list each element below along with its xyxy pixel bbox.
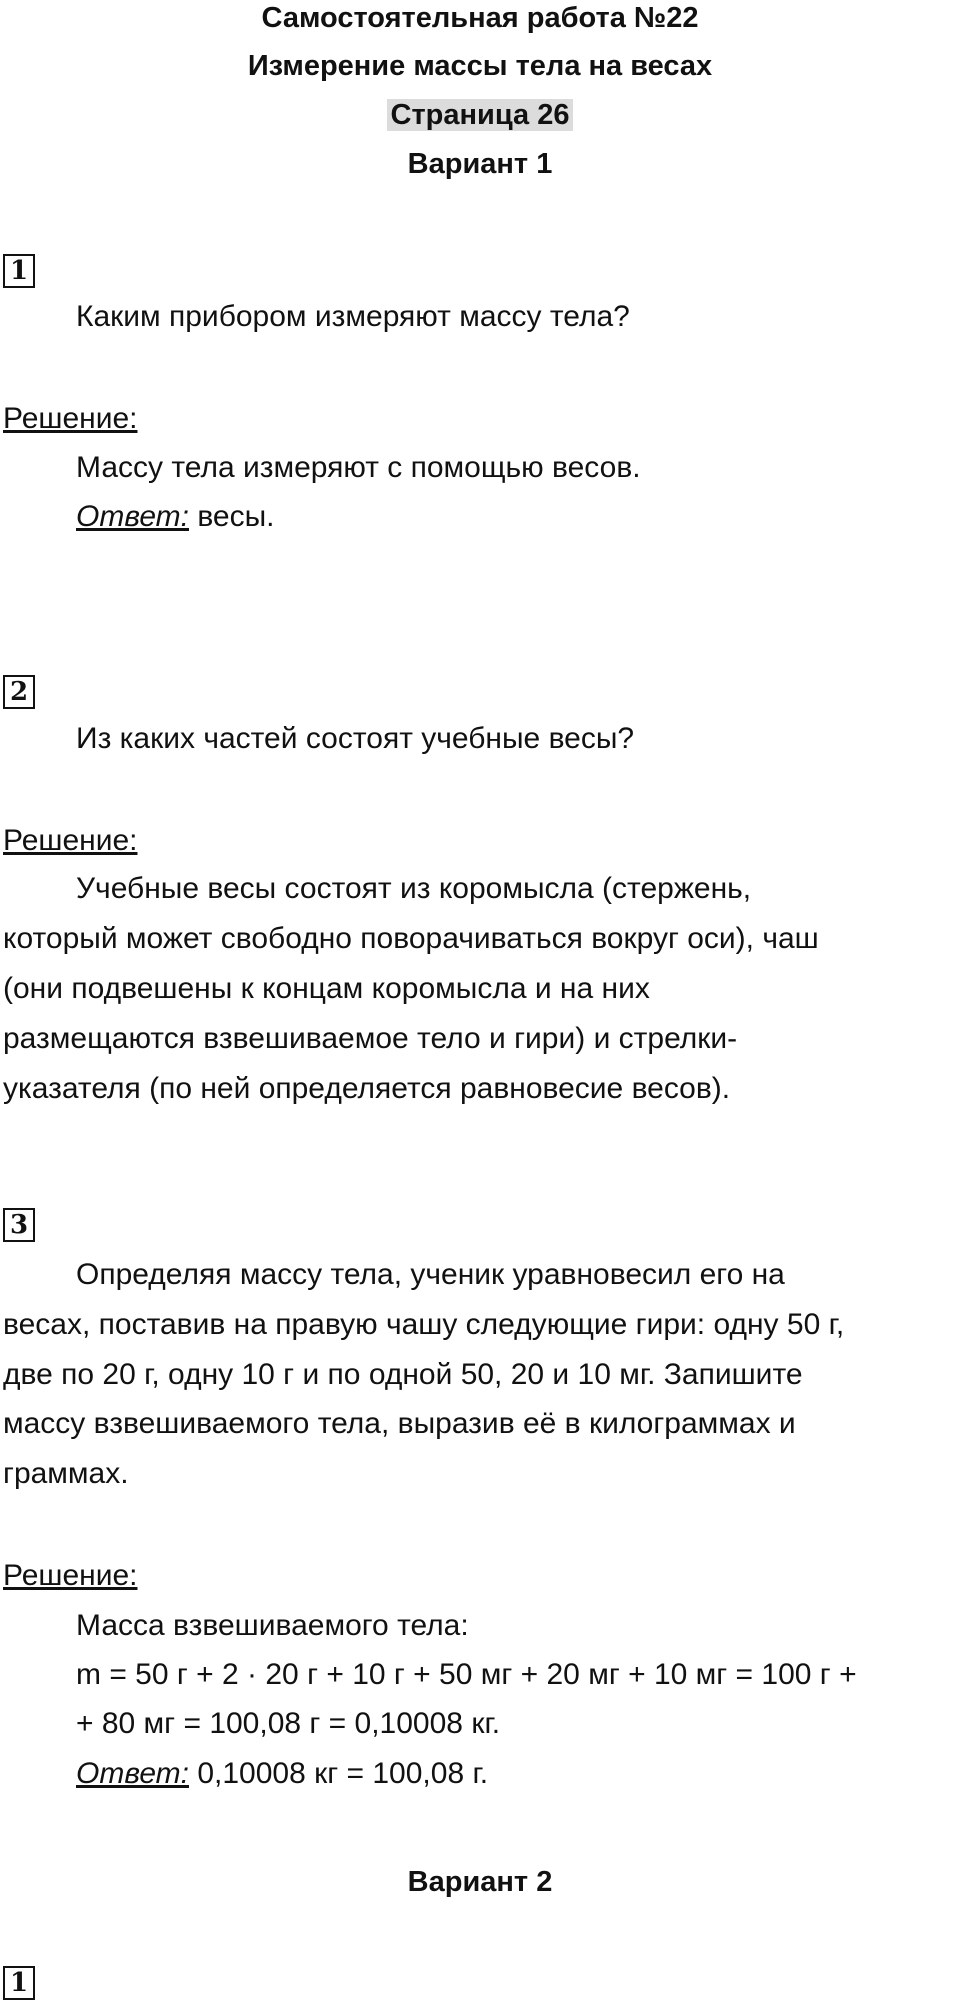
task-3-solution-line: m = 50 г + 2 · 20 г + 10 г + 50 мг + 20 мг + 10 мг = 100 г + (76, 1658, 857, 1691)
task-1-answer: весы. (189, 500, 275, 533)
variant-1-heading: Вариант 1 (407, 148, 553, 180)
task-3-solution-line: Масса взвешиваемого тела: (76, 1609, 469, 1642)
task-2-solution-line: Учебные весы состоят из коромысла (стержень, (76, 872, 752, 905)
answer-label: Ответ: (76, 500, 189, 533)
task-3-answer: 0,10008 кг = 100,08 г. (189, 1757, 489, 1790)
task-3-question-line: две по 20 г, одну 10 г и по одной 50, 20 и 10 мг. Запишите (3, 1358, 803, 1391)
task-1-answer-line (76, 498, 275, 536)
task-2-solution-line: размещаются взвешиваемое тело и гири) и стрелки- (3, 1022, 738, 1055)
task-3-solution-label: Решение: (3, 1559, 138, 1592)
task-1-question: Каким прибором измеряют массу тела? (76, 300, 630, 333)
task-3-answer-line (76, 1755, 488, 1793)
worksheet-subtitle: Измерение массы тела на весах (247, 50, 713, 82)
variant-2-heading: Вариант 2 (407, 1866, 553, 1898)
task-3-question-line: Определяя массу тела, ученик уравновесил его на (76, 1258, 785, 1291)
task-2-solution-line: (они подвешены к концам коромысла и на них (3, 972, 650, 1005)
task-3-question-line: граммах. (3, 1457, 129, 1490)
task-number-1: 1 (3, 254, 35, 288)
task-1-solution-line: Массу тела измеряют с помощью весов. (76, 451, 641, 484)
page-label: Страница 26 (387, 99, 574, 131)
task-2-solution-line: указателя (по ней определяется равновесие весов). (3, 1072, 731, 1105)
task-3-solution-line: + 80 мг = 100,08 г = 0,10008 кг. (76, 1707, 501, 1740)
task-1-solution-label: Решение: (3, 402, 138, 435)
task-3-question-line: весах, поставив на правую чашу следующие гири: одну 50 г, (3, 1308, 845, 1341)
task-number-2: 2 (3, 675, 35, 709)
task-3-question-line: массу взвешиваемого тела, выразив её в килограммах и (3, 1407, 796, 1440)
answer-label: Ответ: (76, 1757, 189, 1790)
task-number-3: 3 (3, 1208, 35, 1242)
worksheet-title: Самостоятельная работа №22 (261, 2, 699, 34)
task-2-solution-line: который может свободно поворачиваться вокруг оси), чаш (3, 922, 819, 955)
variant-2-task-number-1: 1 (3, 1966, 35, 2000)
page-label-wrapper (0, 97, 960, 133)
task-2-question: Из каких частей состоят учебные весы? (76, 722, 635, 755)
task-2-solution-label: Решение: (3, 824, 138, 857)
